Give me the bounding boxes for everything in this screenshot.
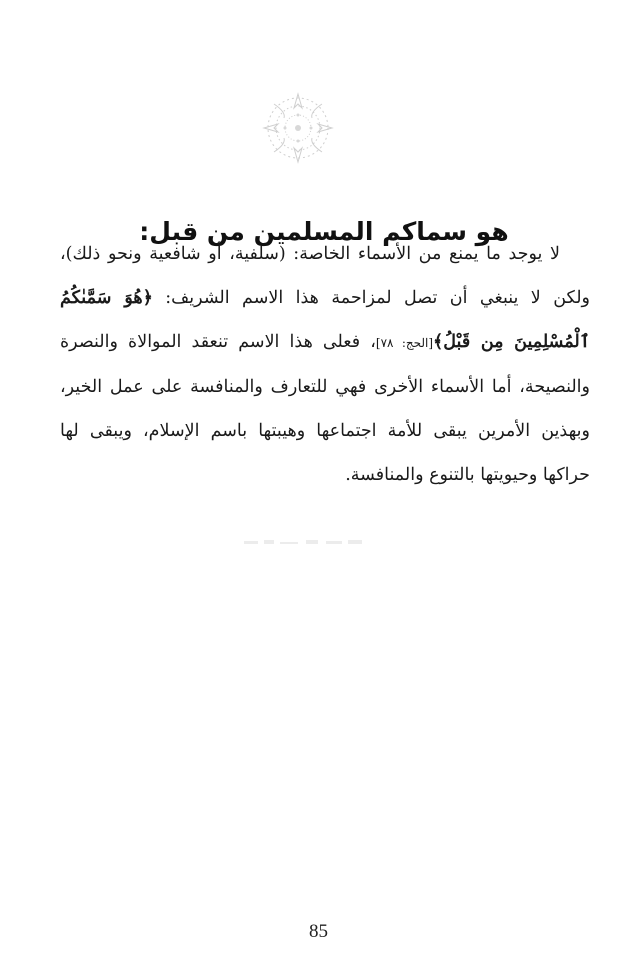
faint-bleed-mark <box>240 536 370 550</box>
paragraph-text-2: ، فعلى هذا الاسم تنعقد الموالاة والنصرة والنصيحة، أما الأسماء الأخرى فهي للتعارف والمنافسة على عمل الخير، وبهذين الأمرين يبقى للأمة اجتماعها وهيبتها باسم الإسلام، ويبقى لها حراكها وحيويتها بالتنوع والمنافسة. <box>60 332 590 485</box>
decorative-ornament-icon <box>258 88 338 168</box>
paragraph-text-1: لا يوجد ما يمنع من الأسماء الخاصة: (سلفية، أو شافعية ونحو ذلك)، ولكن لا ينبغي أن تصل لمزاحمة هذا الاسم الشريف: <box>60 244 590 308</box>
page-number: 85 <box>309 921 328 942</box>
verse-reference: [الحج: ٧٨] <box>375 336 434 350</box>
quran-verse: ﴿هُوَ سَمَّىٰكُمُ ٱلْمُسْلِمِينَ مِن قَبْلُ﴾ <box>60 288 590 352</box>
section-heading: هو سماكم المسلمين من قبل: <box>139 216 509 246</box>
body-paragraph <box>60 232 590 497</box>
